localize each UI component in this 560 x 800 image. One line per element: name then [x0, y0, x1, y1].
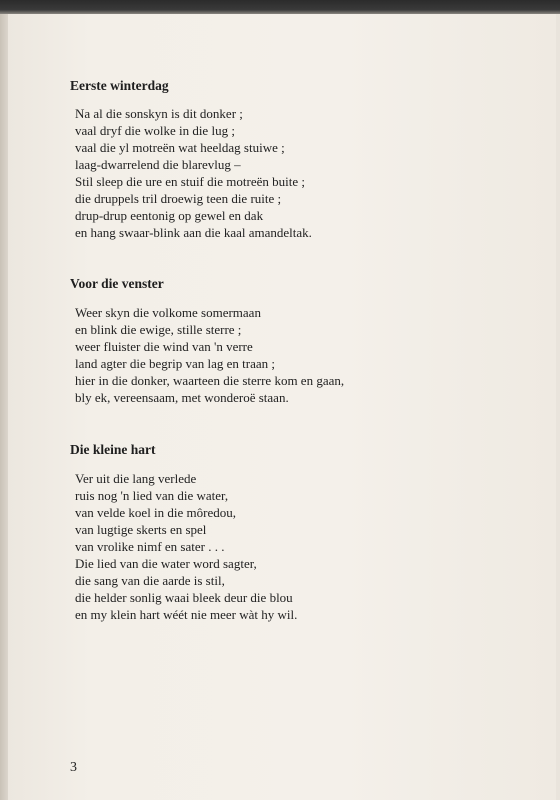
poem-title-1: Eerste winterdag: [70, 78, 169, 93]
poem-line: van lugtige skerts en spel: [75, 522, 207, 537]
poem-title-3: Die kleine hart: [70, 442, 156, 457]
poem-line: ruis nog 'n lied van die water,: [75, 488, 229, 503]
poem-line: weer fluister die wind van 'n verre: [75, 339, 253, 354]
poem-line: Na al die sonskyn is dit donker ;: [75, 106, 243, 121]
poem-line: Stil sleep die ure en stuif die motreën buite ;: [75, 174, 305, 189]
poem-line: vaal dryf die wolke in die lug ;: [75, 123, 235, 138]
poem-line: van velde koel in die môredou,: [75, 505, 237, 520]
page-number: 3: [70, 760, 77, 775]
poem-line: Weer skyn die volkome somermaan: [75, 305, 261, 320]
poem-line: die sang van die aarde is stil,: [75, 573, 225, 588]
poem-line: laag-dwarrelend die blarevlug –: [75, 157, 241, 172]
poem-line: en my klein hart wéét nie meer wàt hy wil.: [75, 607, 298, 622]
poem-title-2: Voor die venster: [70, 276, 164, 291]
poem-line: Ver uit die lang verlede: [75, 471, 197, 486]
poem-line: land agter die begrip van lag en traan ;: [75, 356, 275, 371]
poem-line: die druppels tril droewig teen die ruite ;: [75, 191, 282, 206]
poem-line: vaal die yl motreën wat heeldag stuiwe ;: [75, 140, 285, 155]
poem-body-3: [75, 470, 297, 623]
book-top-edge: [0, 0, 560, 14]
poem-line: en blink die ewige, stille sterre ;: [75, 322, 242, 337]
poem-line: en hang swaar-blink aan die kaal amandeltak.: [75, 225, 312, 240]
poem-line: hier in die donker, waarteen die sterre kom en gaan,: [75, 373, 345, 388]
poem-line: die helder sonlig waai bleek deur die blou: [75, 590, 293, 605]
poem-line: drup-drup eentonig op gewel en dak: [75, 208, 264, 223]
poem-line: Die lied van die water word sagter,: [75, 556, 257, 571]
book-page: [8, 14, 556, 800]
poem-body-1: [75, 105, 312, 241]
poem-body-2: [75, 304, 344, 406]
poem-line: van vrolike nimf en sater . . .: [75, 539, 225, 554]
poem-line: bly ek, vereensaam, met wonderoë staan.: [75, 390, 289, 405]
